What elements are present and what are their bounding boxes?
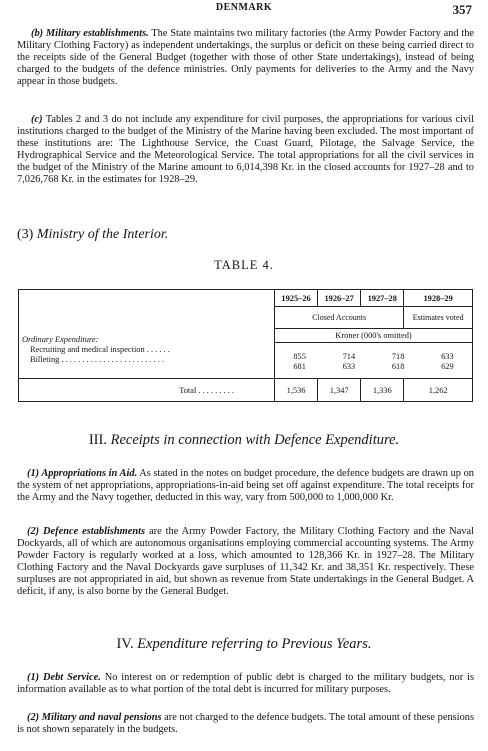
table-4	[18, 289, 473, 402]
paragraph-iv-2	[17, 712, 474, 736]
total-label: Total . . . . . . . . .	[19, 379, 275, 402]
page-number: 357	[452, 2, 472, 17]
row-values	[275, 343, 472, 372]
cell-value: 633	[342, 362, 356, 371]
total-value: 1,336	[361, 379, 404, 402]
paragraph-label: (2) Defence establishments	[27, 526, 146, 537]
section-title: Receipts in connection with Defence Expenditure.	[110, 432, 400, 448]
section-title: Expenditure referring to Previous Years.	[137, 636, 372, 652]
group-label: Ordinary Expenditure:	[22, 334, 99, 344]
paragraph-text: are the Army Powder Factory, the Military Clothing Factory and the Naval Dockyards, all of which are autonomous organisations employing commercial accounting systems. The Army Powder Factory is regularly worked at a loss, which amounted to 128,366 Kr. in 1927–28. The Military Clothing Factory and the Naval Dockyards gave surpluses of 11,342 Kr. and 38,351 Kr. respectively. These surpluses are not appropriated in aid, but shown as revenue from State undertakings in the General Budget. A deficit, if any, is also borne by the General Budget.	[17, 526, 474, 598]
paragraph-b-text: The State maintains two military factories (the Army Powder Factory and the Military Clothing Factory) as independent undertakings, the surplus or deficit on these being carried direct to the receipts side of the General Budget (together with those of other State undertakings), instead of being charged to the budgets of the defence ministries. Only payments for deliveries to the Army and the Navy appear in those budgets.	[17, 28, 474, 88]
year-header: 1927–28	[361, 290, 404, 307]
section-heading-ministry-interior	[17, 227, 168, 243]
data-block	[275, 329, 473, 379]
paragraph-label: (1) Debt Service.	[27, 672, 101, 683]
estimates-header: Estimates voted	[404, 307, 473, 329]
cell-value: 633	[441, 352, 454, 361]
paragraph-text: No interest on or redemption of public debt is charged to the military budgets, nor is information available as to what portion of the total debt is incurred for military purposes.	[17, 672, 475, 696]
paragraph-label: (1) Appropriations in Aid.	[27, 468, 138, 479]
paragraph-c-text: Tables 2 and 3 do not include any expenditure for civil purposes, the appropriations for various civil institutions charged to the budget of the Ministry of the Marine having been excluded. The most important of these institutions are: The Lighthouse Service, the Coast Guard, Pilotage, the Salvage Service, the Hydrographical Service and the Meteorological Service. The total appropriations for all the civil services in the budget of the Ministry of the Marine amount to 6,014,398 Kr. in the closed accounts for 1927–28 and to 7,026,768 Kr. in the estimates for 1928–29.	[17, 114, 474, 186]
total-value: 1,347	[318, 379, 361, 402]
cell-value: 618	[391, 362, 405, 371]
total-value: 1,262	[404, 379, 473, 402]
closed-accounts-header: Closed Accounts	[275, 307, 404, 329]
paragraph-c	[17, 114, 474, 187]
table-caption: TABLE 4.	[214, 258, 274, 272]
cell-value: 629	[441, 362, 454, 371]
section-number: (3)	[17, 227, 34, 242]
cell-value: 855	[293, 352, 306, 361]
section-numeral: IV.	[116, 636, 134, 652]
cell-value: 718	[391, 352, 405, 361]
cell-value: 714	[342, 352, 356, 361]
row-label: Billeting . . . . . . . . . . . . . . . . . . . . . . . . .	[30, 354, 164, 364]
paragraph-b	[17, 28, 474, 88]
year-header: 1926–27	[318, 290, 361, 307]
total-value: 1,536	[275, 379, 318, 402]
paragraph-text: As stated in the notes on budget procedure, the defence budgets are drawn up on the system of net appropriations, appropriations-in-aid being set off against expenditure. The total receipts for the Army and the Navy together, deducted in this way, vary from 500,000 to 1,000,000 Kr.	[17, 468, 474, 504]
year-header: 1928–29	[404, 290, 473, 307]
expenditure-labels	[19, 329, 275, 379]
paragraph-iii-1	[17, 468, 474, 504]
paragraph-iii-2	[17, 526, 474, 599]
paragraph-label: (2) Military and naval pensions	[27, 712, 162, 723]
paragraph-iv-1	[17, 672, 474, 696]
section-numeral: III.	[88, 432, 107, 448]
paragraph-text: are not charged to the defence budgets. The total amount of these pensions is not shown separately in the budgets.	[17, 712, 475, 736]
paragraph-b-label: (b) Military establishments.	[31, 28, 149, 39]
paragraph-c-label: (c)	[31, 114, 43, 125]
row-label: Recruiting and medical inspection . . . . . .	[30, 344, 170, 354]
section-title: Ministry of the Interior.	[36, 227, 169, 242]
unit-label: Kroner (000's omitted)	[275, 329, 472, 343]
section-heading-iii	[0, 432, 488, 449]
cell-value: 681	[293, 362, 306, 371]
year-header: 1925–26	[275, 290, 318, 307]
table-corner	[19, 290, 275, 307]
running-header: DENMARK	[215, 2, 273, 13]
section-heading-iv	[0, 636, 488, 653]
